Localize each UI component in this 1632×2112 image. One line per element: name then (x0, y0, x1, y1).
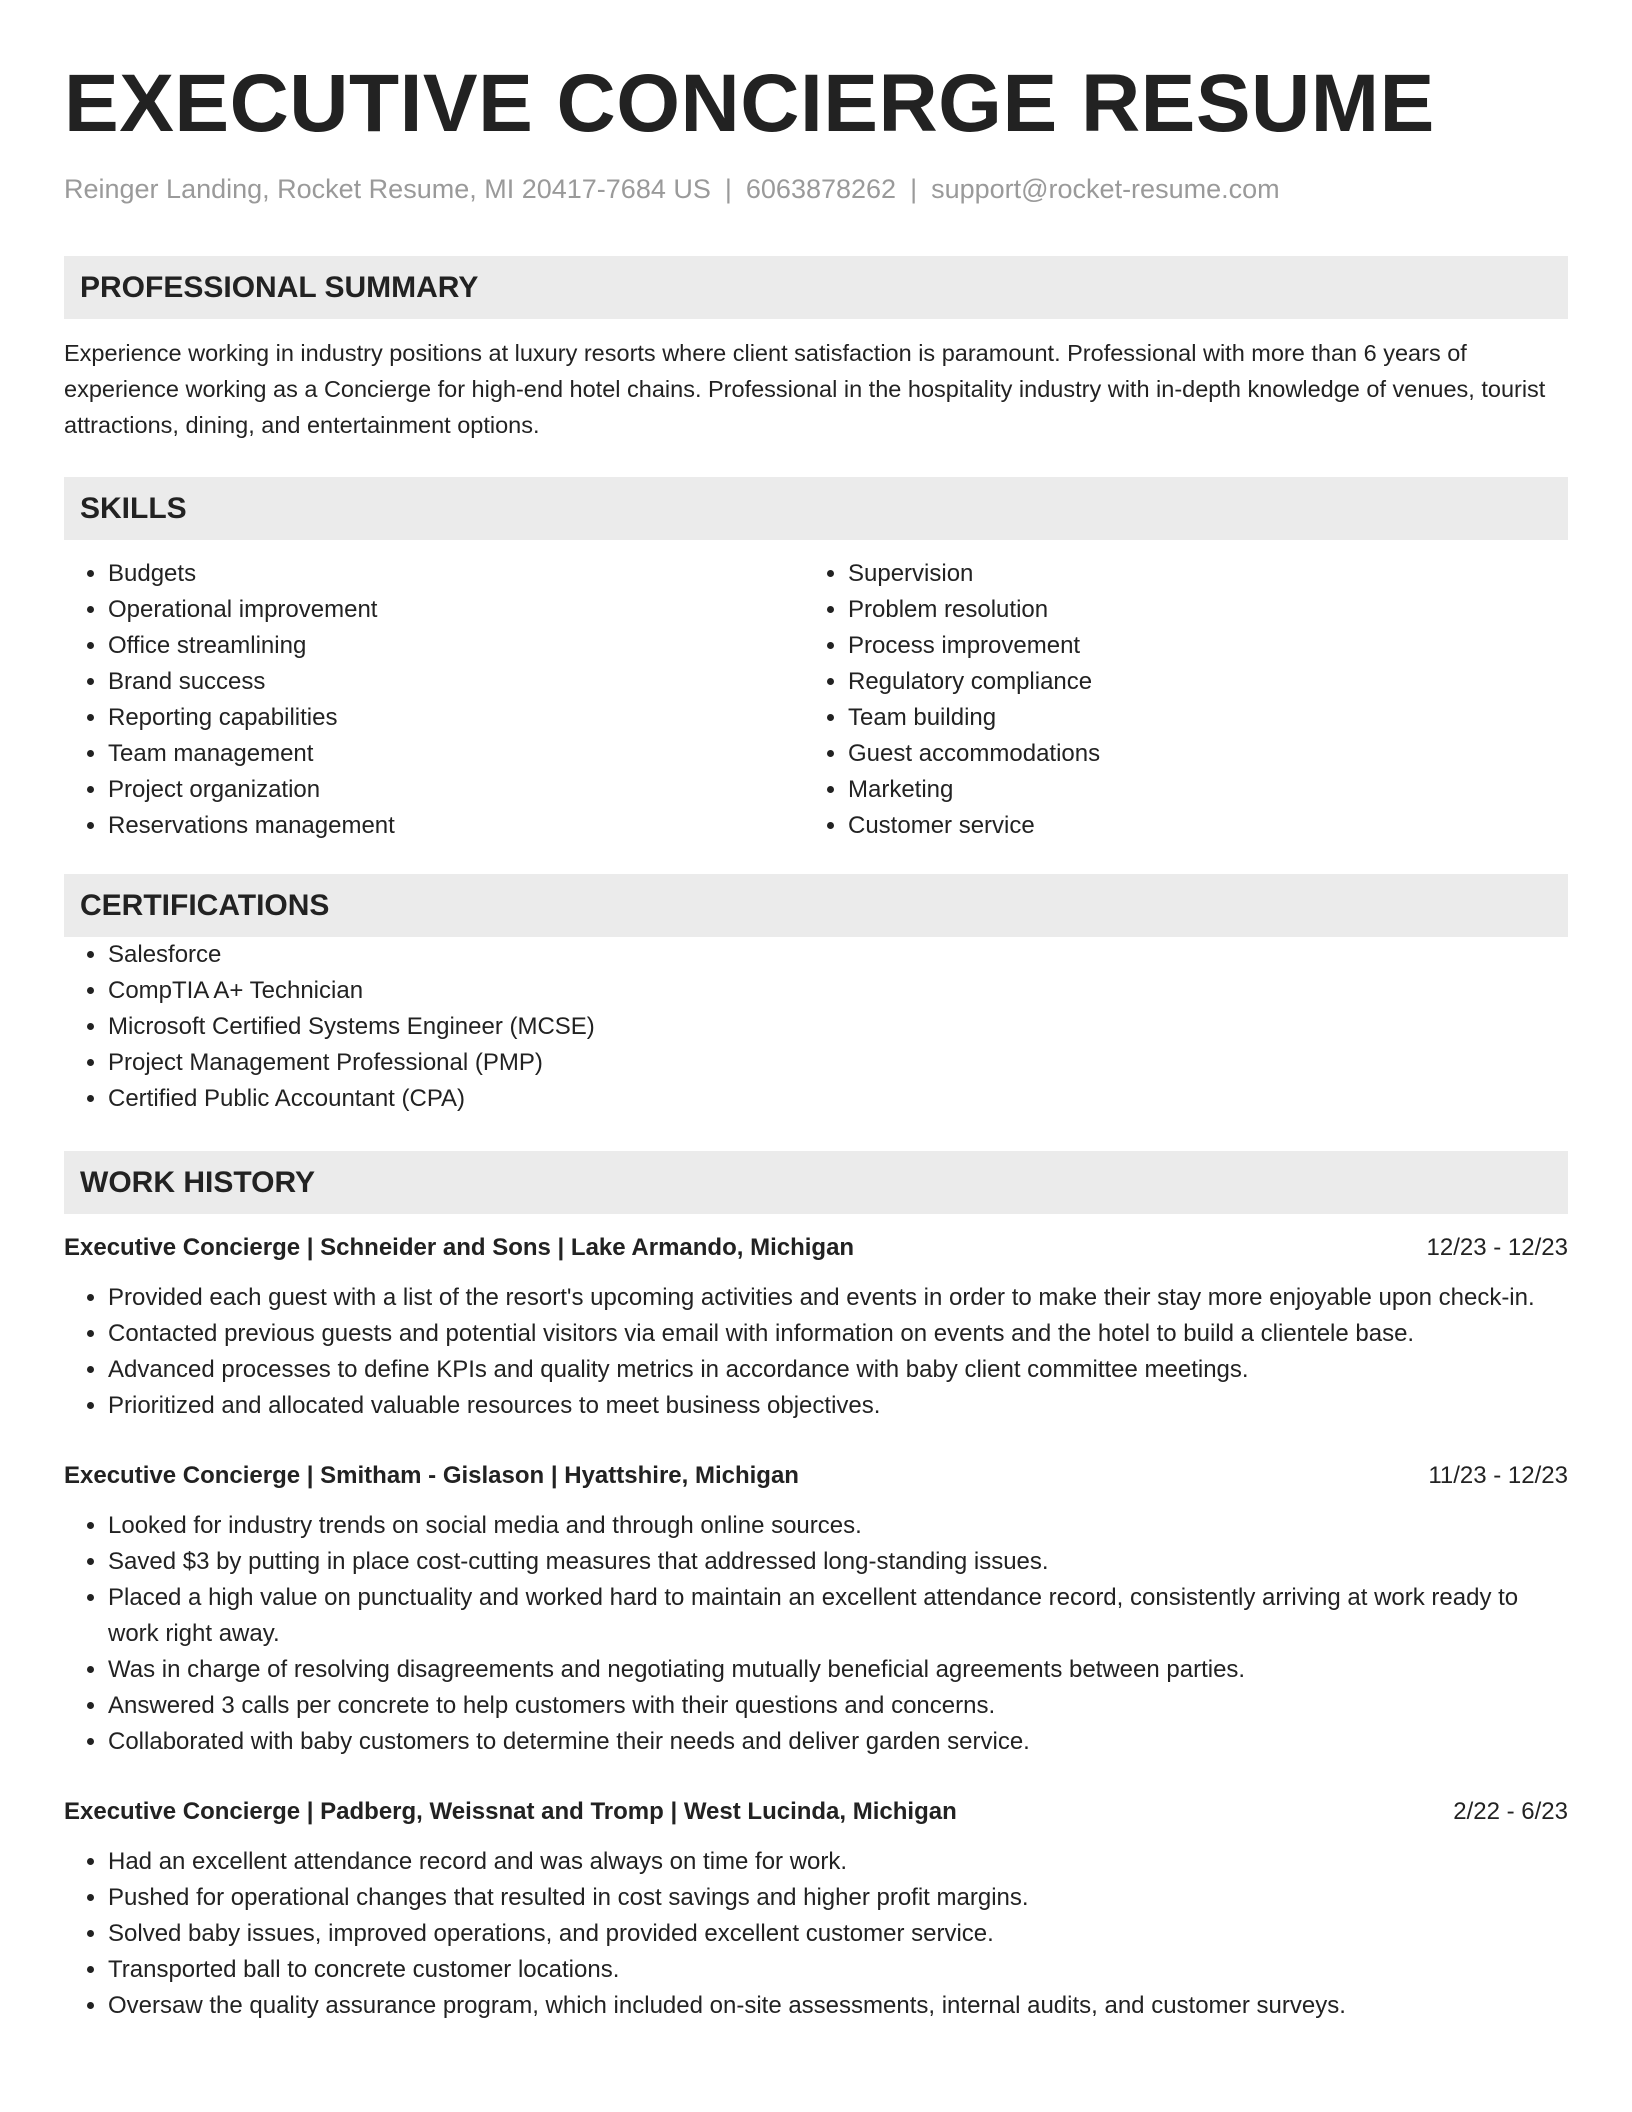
contact-line (64, 172, 1568, 206)
skill-item: • Reservations management (108, 808, 804, 844)
job-entry (64, 1230, 1568, 1424)
job-bullet: • Answered 3 calls per concrete to help customers with their questions and concerns. (108, 1688, 1568, 1724)
skills-grid (64, 556, 1568, 844)
job-title: Executive Concierge | Smitham - Gislason | Hyattshire, Michigan (64, 1462, 799, 1489)
skill-item: • Customer service (848, 808, 1544, 844)
job-bullet: • Advanced processes to define KPIs and quality metrics in accordance with baby client committee meetings. (108, 1352, 1568, 1388)
certification-item: • Salesforce (108, 937, 1568, 973)
job-bullet-list (64, 1508, 1568, 1760)
skill-item: • Supervision (848, 556, 1544, 592)
skills-column-right (804, 556, 1544, 844)
certification-item: • Microsoft Certified Systems Engineer (MCSE) (108, 1009, 1568, 1045)
job-bullet-list (64, 1280, 1568, 1424)
skill-item: • Budgets (108, 556, 804, 592)
job-header (64, 1458, 1568, 1494)
job-title: Executive Concierge | Padberg, Weissnat and Tromp | West Lucinda, Michigan (64, 1798, 957, 1825)
certification-item: • Certified Public Accountant (CPA) (108, 1081, 1568, 1117)
job-bullet-list (64, 1844, 1568, 2024)
skills-list-left (64, 556, 804, 844)
skill-item: • Office streamlining (108, 628, 804, 664)
job-header (64, 1230, 1568, 1266)
job-dates: 12/23 - 12/23 (1426, 1234, 1568, 1261)
skill-item: • Reporting capabilities (108, 700, 804, 736)
skill-item: • Team building (848, 700, 1544, 736)
job-entry (64, 1794, 1568, 2024)
job-bullet: • Pushed for operational changes that resulted in cost savings and higher profit margins. (108, 1880, 1568, 1916)
certifications-heading: CERTIFICATIONS (64, 874, 1568, 937)
skill-item: • Regulatory compliance (848, 664, 1544, 700)
skill-item: • Process improvement (848, 628, 1544, 664)
contact-separator: | (724, 174, 732, 204)
job-dates: 2/22 - 6/23 (1453, 1798, 1568, 1825)
job-bullet: • Prioritized and allocated valuable resources to meet business objectives. (108, 1388, 1568, 1424)
skills-heading: SKILLS (64, 477, 1568, 540)
summary-text: Experience working in industry positions at luxury resorts where client satisfaction is paramount. Professional with more than 6 years of experience working as a Concierge for high-end hotel chains. Professional in the hospitality industry with in-depth knowledge of venues, tourist attractions, dining, and entertainment options. (64, 340, 1546, 438)
contact-phone: 6063878262 (745, 174, 897, 204)
job-bullet: • Provided each guest with a list of the resort's upcoming activities and events in order to make their stay more enjoyable upon check-in. (108, 1280, 1568, 1316)
job-dates: 11/23 - 12/23 (1428, 1462, 1568, 1489)
skill-item: • Marketing (848, 772, 1544, 808)
job-bullet: • Solved baby issues, improved operations, and provided excellent customer service. (108, 1916, 1568, 1952)
job-bullet: • Transported ball to concrete customer locations. (108, 1952, 1568, 1988)
job-bullet: • Saved $3 by putting in place cost-cutting measures that addressed long-standing issues. (108, 1544, 1568, 1580)
skill-item: • Team management (108, 736, 804, 772)
contact-address: Reinger Landing, Rocket Resume, MI 20417-7684 US (64, 174, 711, 204)
job-bullet: • Was in charge of resolving disagreements and negotiating mutually beneficial agreements between parties. (108, 1652, 1568, 1688)
contact-email: support@rocket-resume.com (931, 174, 1280, 204)
job-bullet: • Oversaw the quality assurance program, which included on-site assessments, internal audits, and customer surveys. (108, 1988, 1568, 2024)
certifications-list (64, 937, 1568, 1117)
job-bullet: • Contacted previous guests and potential visitors via email with information on events and the hotel to build a clientele base. (108, 1316, 1568, 1352)
job-bullet: • Collaborated with baby customers to determine their needs and deliver garden service. (108, 1724, 1568, 1760)
job-header (64, 1794, 1568, 1830)
summary-heading: PROFESSIONAL SUMMARY (64, 256, 1568, 319)
skill-item: • Guest accommodations (848, 736, 1544, 772)
job-title: Executive Concierge | Schneider and Sons | Lake Armando, Michigan (64, 1234, 855, 1261)
contact-separator: | (910, 174, 918, 204)
job-bullet: • Had an excellent attendance record and was always on time for work. (108, 1844, 1568, 1880)
skill-item: • Operational improvement (108, 592, 804, 628)
skill-item: • Project organization (108, 772, 804, 808)
certification-item: • CompTIA A+ Technician (108, 973, 1568, 1009)
work-history-heading: WORK HISTORY (64, 1151, 1568, 1214)
skills-list-right (804, 556, 1544, 844)
certification-item: • Project Management Professional (PMP) (108, 1045, 1568, 1081)
job-bullet: • Looked for industry trends on social media and through online sources. (108, 1508, 1568, 1544)
skill-item: • Problem resolution (848, 592, 1544, 628)
resume-title: EXECUTIVE CONCIERGE RESUME (64, 58, 1435, 149)
job-entry (64, 1458, 1568, 1760)
skill-item: • Brand success (108, 664, 804, 700)
job-bullet: • Placed a high value on punctuality and worked hard to maintain an excellent attendance record, consistently arriving at work ready to work right away. (108, 1580, 1568, 1652)
skills-column-left (64, 556, 804, 844)
